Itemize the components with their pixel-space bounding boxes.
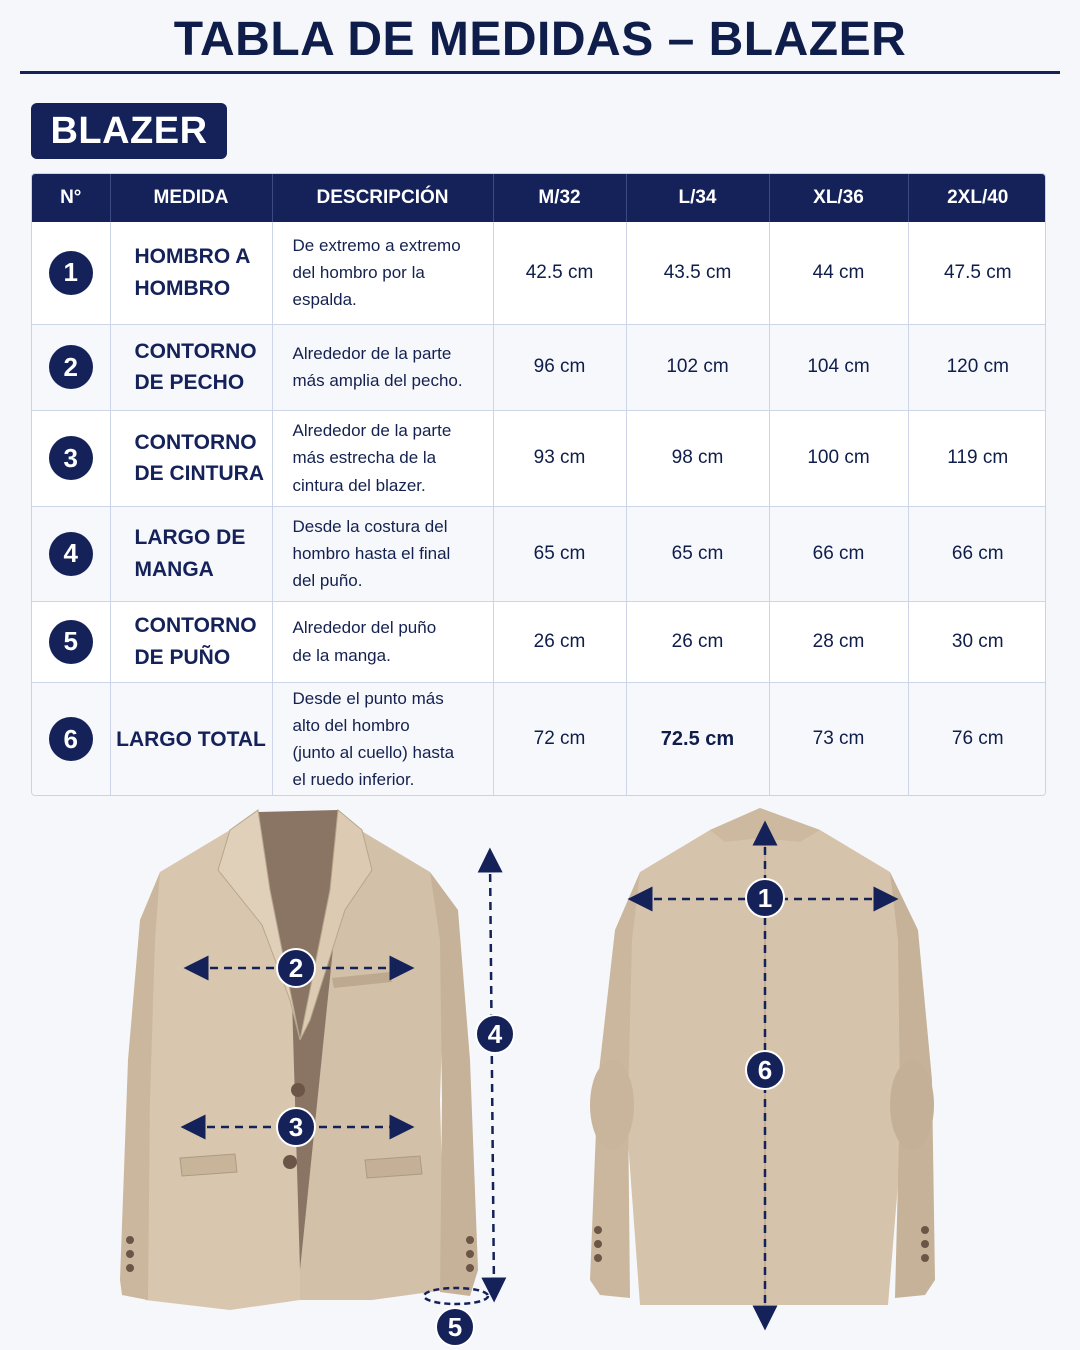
marker-2-front: 2 (276, 948, 316, 988)
table-header-row (32, 174, 1046, 222)
value-m: 42.5 cm (493, 222, 626, 324)
value-xl: 44 cm (769, 222, 908, 324)
marker-6-back: 6 (745, 1050, 785, 1090)
marker-5-front: 5 (435, 1307, 475, 1347)
header-size-l: L/34 (626, 174, 769, 222)
measure-description: De extremo a extremo del hombro por la espalda. (272, 222, 493, 324)
row-number-badge: 4 (49, 532, 93, 576)
blazer-illustration (0, 800, 1080, 1350)
table-row (32, 324, 1046, 410)
header-size-2xl: 2XL/40 (908, 174, 1046, 222)
marker-3-front: 3 (276, 1107, 316, 1147)
blazer-drawing (0, 800, 1080, 1350)
value-m: 93 cm (493, 410, 626, 506)
table-row (32, 410, 1046, 506)
value-l: 26 cm (626, 601, 769, 682)
value-l: 43.5 cm (626, 222, 769, 324)
value-2xl: 120 cm (908, 324, 1046, 410)
value-m: 96 cm (493, 324, 626, 410)
header-number: N° (32, 174, 110, 222)
measure-name: CONTORNO DE CINTURA (110, 410, 272, 506)
value-m: 26 cm (493, 601, 626, 682)
value-xl: 100 cm (769, 410, 908, 506)
value-xl: 28 cm (769, 601, 908, 682)
measure-name: HOMBRO A HOMBRO (110, 222, 272, 324)
measure-name: CONTORNO DE PECHO (110, 324, 272, 410)
row-number-badge: 6 (49, 717, 93, 761)
value-2xl: 47.5 cm (908, 222, 1046, 324)
value-xl: 66 cm (769, 506, 908, 601)
marker-1-back: 1 (745, 878, 785, 918)
measure-name: CONTORNO DE PUÑO (110, 601, 272, 682)
measure-description: Alrededor del puño de la manga. (272, 601, 493, 682)
row-number-badge: 2 (49, 345, 93, 389)
section-badge: BLAZER (31, 103, 227, 159)
table-row (32, 222, 1046, 324)
measure-name: LARGO DE MANGA (110, 506, 272, 601)
table-row (32, 601, 1046, 682)
value-l: 65 cm (626, 506, 769, 601)
value-2xl: 66 cm (908, 506, 1046, 601)
header-size-m: M/32 (493, 174, 626, 222)
table-row (32, 682, 1046, 796)
row-number-badge: 5 (49, 620, 93, 664)
marker-4-front: 4 (475, 1014, 515, 1054)
row-number-badge: 3 (49, 436, 93, 480)
value-l: 102 cm (626, 324, 769, 410)
front-blazer-image (120, 810, 478, 1310)
value-l: 98 cm (626, 410, 769, 506)
header-measure: MEDIDA (110, 174, 272, 222)
value-l: 72.5 cm (626, 682, 769, 796)
value-xl: 73 cm (769, 682, 908, 796)
measure-description: Desde el punto más alto del hombro (junto al cuello) hasta el ruedo inferior. (272, 682, 493, 796)
header-size-xl: XL/36 (769, 174, 908, 222)
header-description: DESCRIPCIÓN (272, 174, 493, 222)
row-number-badge: 1 (49, 251, 93, 295)
value-xl: 104 cm (769, 324, 908, 410)
size-table (31, 173, 1046, 796)
measure-description: Alrededor de la parte más amplia del pecho. (272, 324, 493, 410)
measure-description: Desde la costura del hombro hasta el final del puño. (272, 506, 493, 601)
value-m: 72 cm (493, 682, 626, 796)
value-m: 65 cm (493, 506, 626, 601)
measure-name: LARGO TOTAL (110, 682, 272, 796)
measure-description: Alrededor de la parte más estrecha de la cintura del blazer. (272, 410, 493, 506)
value-2xl: 119 cm (908, 410, 1046, 506)
page-title: TABLA DE MEDIDAS – BLAZER (173, 13, 907, 66)
value-2xl: 30 cm (908, 601, 1046, 682)
table-row (32, 506, 1046, 601)
value-2xl: 76 cm (908, 682, 1046, 796)
title-divider (20, 71, 1060, 74)
